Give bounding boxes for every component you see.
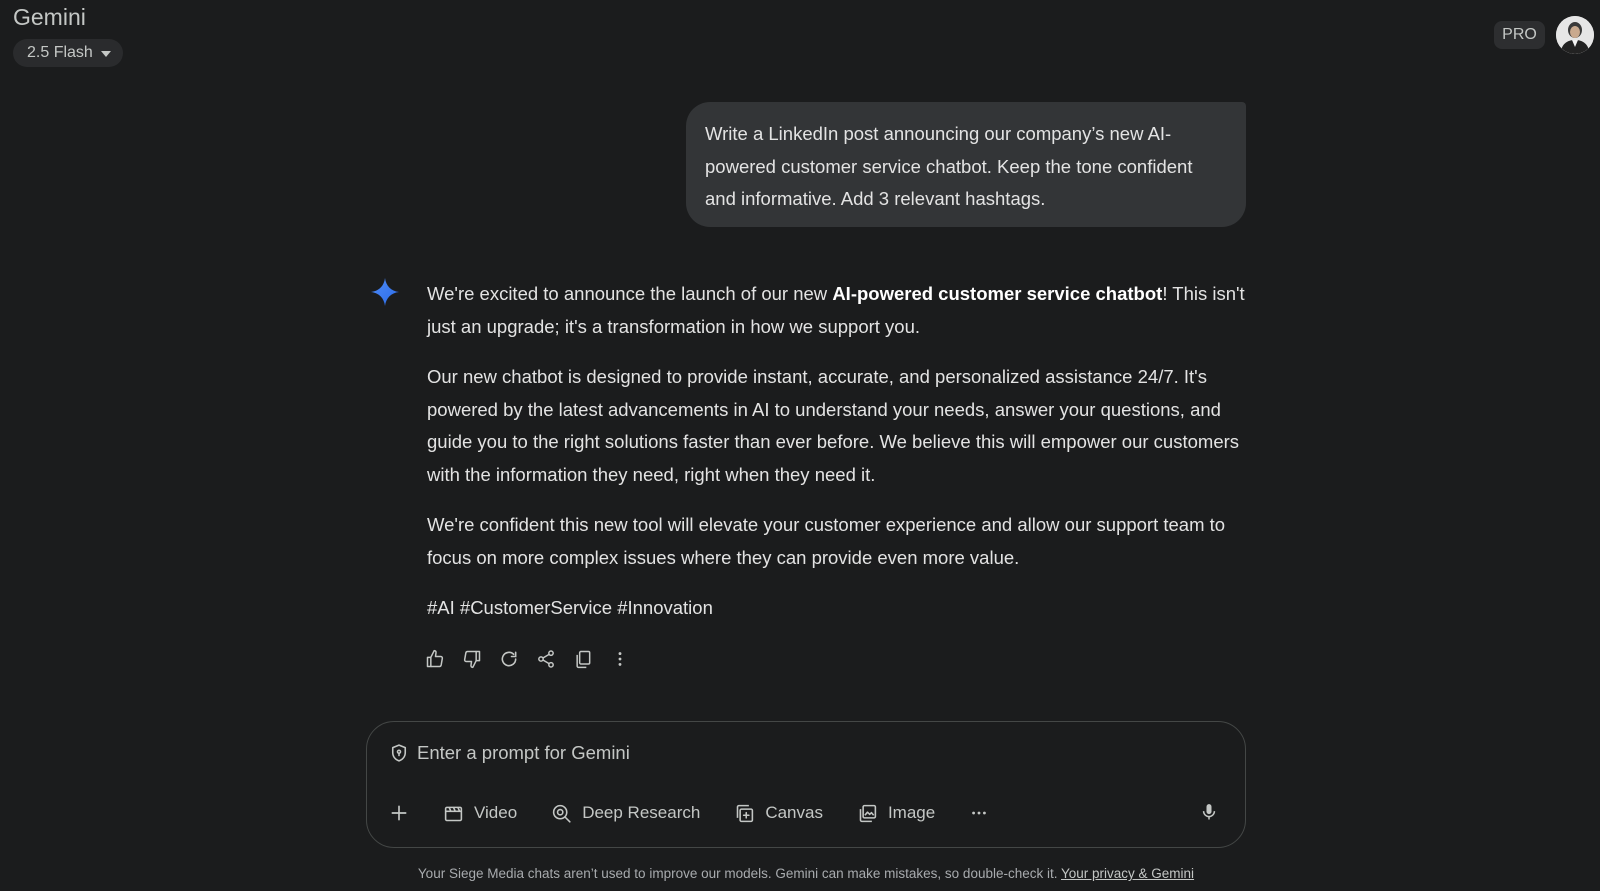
shield-icon xyxy=(389,743,409,763)
thumbs-up-button[interactable] xyxy=(424,648,446,670)
image-tool-button[interactable] xyxy=(857,803,935,824)
regenerate-icon xyxy=(499,649,519,669)
video-tool-button[interactable] xyxy=(443,803,517,824)
video-tool-label: Video xyxy=(474,803,518,822)
prompt-composer xyxy=(366,721,1246,848)
bold-phrase: AI-powered customer service chatbot xyxy=(832,283,1163,304)
response-actions xyxy=(424,648,631,670)
prompt-row xyxy=(389,742,1117,764)
thumbs-down-icon xyxy=(462,649,482,669)
privacy-link[interactable]: Your privacy & Gemini xyxy=(1061,866,1195,881)
disclaimer-text: Your Siege Media chats aren’t used to improve our models. Gemini can make mistakes, so double-check it. xyxy=(417,866,1061,881)
add-attachment-button[interactable] xyxy=(389,803,409,823)
user-photo-icon xyxy=(1556,16,1594,54)
thumbs-down-button[interactable] xyxy=(461,648,483,670)
clapperboard-icon xyxy=(443,803,464,824)
deep-research-icon xyxy=(551,803,572,824)
prompt-input[interactable] xyxy=(417,742,1117,764)
regenerate-button[interactable] xyxy=(498,648,520,670)
deep-research-tool-label: Deep Research xyxy=(582,803,701,822)
canvas-tool-button[interactable] xyxy=(734,803,823,824)
pro-badge: PRO xyxy=(1494,21,1545,49)
thumbs-up-icon xyxy=(425,649,445,669)
deep-research-tool-button[interactable] xyxy=(551,803,700,824)
response-paragraph: Our new chatbot is designed to provide instant, accurate, and personalized assistance 24/7. It's powered by the latest advancements in AI to understand your needs, answer your questions, and guide you to the right solutions faster than ever before. We believe this will empower our customers with the information they need, right when they need it. xyxy=(427,366,1240,485)
caret-down-icon xyxy=(101,51,111,57)
share-button[interactable] xyxy=(535,648,557,670)
response-paragraph: We're confident this new tool will elevate your customer experience and allow our support team to focus on more complex issues where they can provide even more value. xyxy=(427,514,1226,568)
image-icon xyxy=(857,803,878,824)
app-title: Gemini xyxy=(13,4,86,30)
response-hashtags: #AI #CustomerService #Innovation xyxy=(427,597,713,618)
microphone-icon xyxy=(1199,801,1219,823)
composer-toolbar xyxy=(389,798,1219,828)
more-horiz-icon xyxy=(969,803,989,823)
model-picker[interactable] xyxy=(13,39,123,67)
response-paragraph: We're excited to announce the launch of our new AI-powered customer service chatbot! This isn't just an upgrade; it's a transformation in how we support you. xyxy=(427,283,1245,337)
microphone-button[interactable] xyxy=(1199,801,1219,828)
user-message-bubble: Write a LinkedIn post announcing our company’s new AI-powered customer service chatbot. Keep the tone confident and informative. Add 3 relevant hashtags. xyxy=(686,102,1246,227)
plus-icon xyxy=(389,803,409,823)
gemini-spark-icon xyxy=(371,278,399,306)
avatar[interactable] xyxy=(1556,16,1594,54)
image-tool-label: Image xyxy=(887,803,936,822)
model-label: 2.5 Flash xyxy=(27,44,93,61)
model-response xyxy=(427,278,1247,643)
more-tools-button[interactable] xyxy=(969,803,989,823)
canvas-icon xyxy=(734,803,755,824)
canvas-tool-label: Canvas xyxy=(765,803,823,822)
more-options-button[interactable] xyxy=(609,648,631,670)
share-icon xyxy=(536,649,556,669)
disclaimer-footer xyxy=(0,866,1600,881)
copy-button[interactable] xyxy=(572,648,594,670)
more-vert-icon xyxy=(610,649,630,669)
copy-icon xyxy=(573,649,593,669)
